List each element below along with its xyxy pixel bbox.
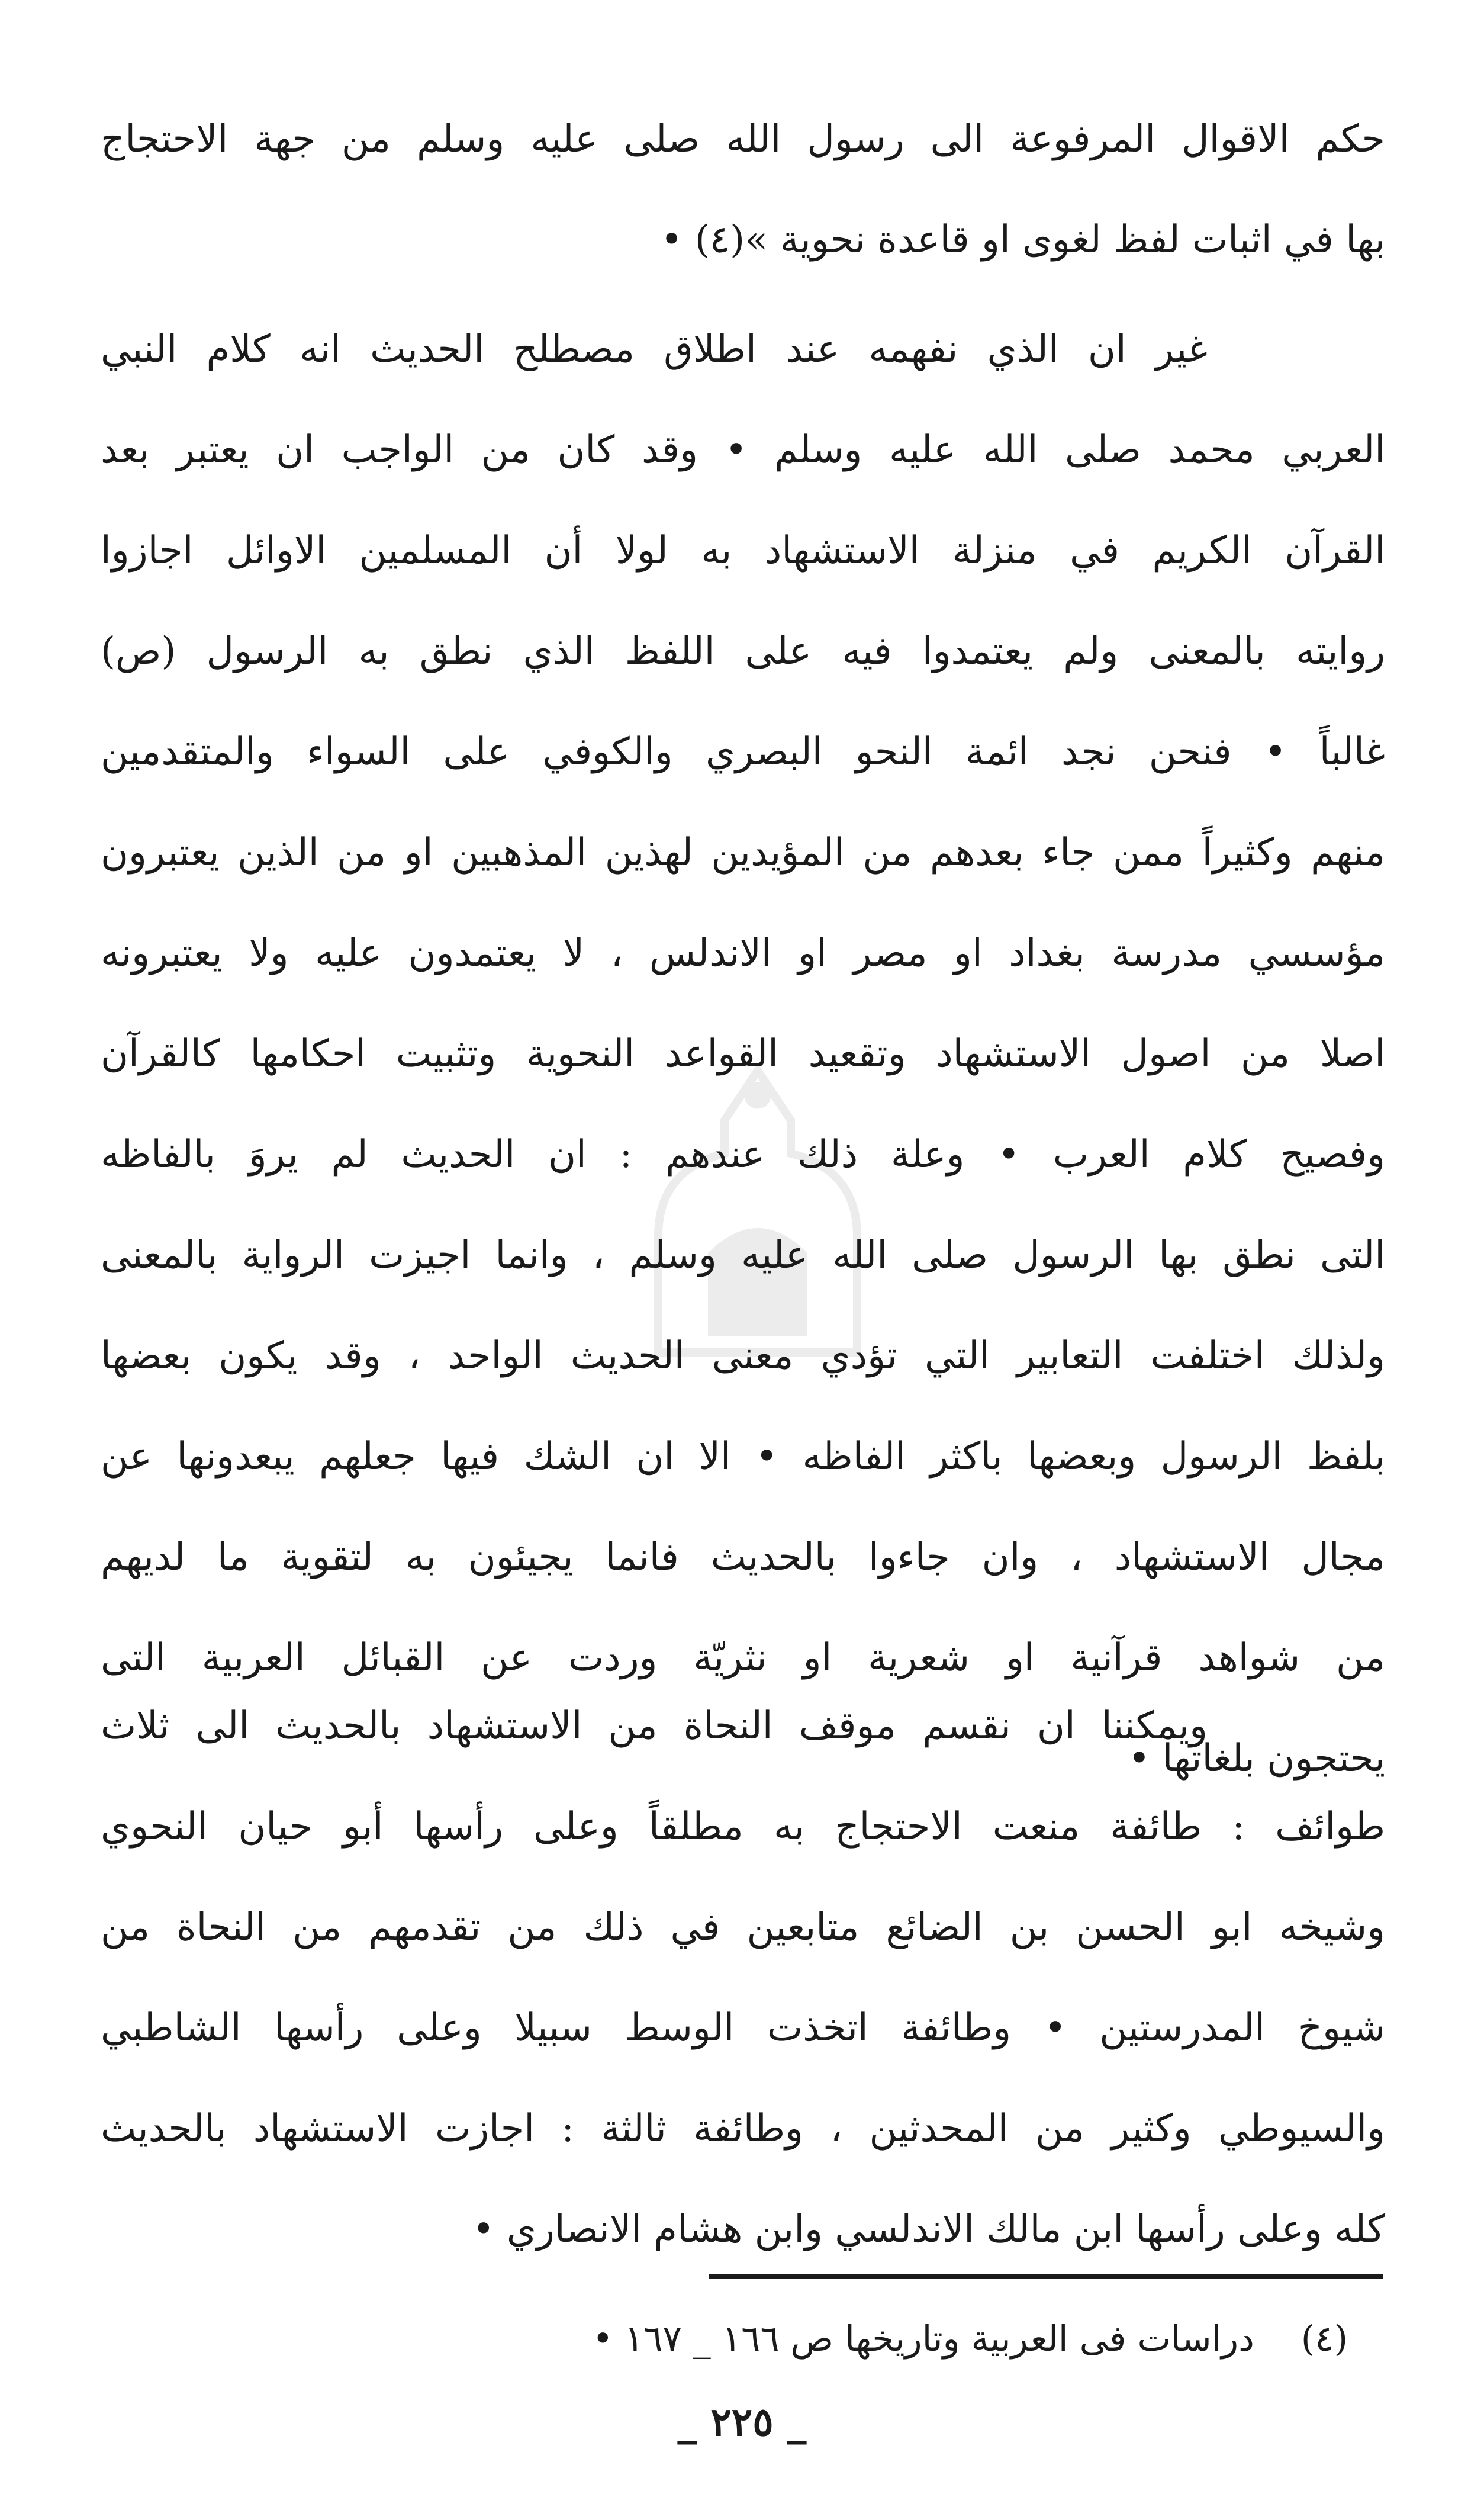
footnote-number: (٤) <box>1300 2318 1348 2360</box>
paragraph-1 <box>101 89 1385 290</box>
text-line: بلفظ الرسول وبعضها باكثر الفاظه • الا ان الشك فيها جعلهم يبعدونها عن <box>101 1435 1385 1479</box>
text-line: القرآن الكريم في منزلة الاستشهاد به لولا أن المسلمين الاوائل اجازوا <box>101 529 1385 573</box>
text-line: شيوخ المدرستين • وطائفة اتخذت الوسط سبيلا وعلى رأسها الشاطبي <box>101 2006 1385 2050</box>
footnote <box>593 2306 1348 2371</box>
text-line: ويمكننا ان نقسم موقف النحاة من الاستشهاد بالحديث الى ثلاث <box>101 1704 1208 1748</box>
text-line: من شواهد قرآنية او شعرية او نثريّة وردت عن القبائل العربية التى <box>101 1636 1385 1680</box>
paragraph-2 <box>101 299 1385 1809</box>
text-line: روايته بالمعنى ولم يعتمدوا فيه على اللفظ الذي نطق به الرسول (ص) <box>101 629 1385 673</box>
text-line: حكم الاقوال المرفوعة الى رسول الله صلى عليه وسلم من جهة الاحتجاج <box>101 117 1385 161</box>
footnote-divider <box>709 2274 1383 2279</box>
text-line: يحتجون بلغاتها • <box>1128 1737 1385 1781</box>
text-line: وشيخه ابو الحسن بن الضائع متابعين في ذلك من تقدمهم من النحاة من <box>101 1905 1385 1949</box>
footnote-text: دراسات فى العربية وتاريخها ص ١٦٦ _ ١٦٧ • <box>592 2318 1254 2360</box>
text-line: العربي محمد صلى الله عليه وسلم • وقد كان من الواجب ان يعتبر بعد <box>101 428 1385 472</box>
text-line: ولذلك اختلفت التعابير التي تؤدي معنى الحديث الواحد ، وقد يكون بعضها <box>101 1334 1385 1378</box>
text-line: مؤسسي مدرسة بغداد او مصر او الاندلس ، لا يعتمدون عليه ولا يعتبرونه <box>101 931 1385 975</box>
text-line: وفصيح كلام العرب • وعلة ذلك عندهم : ان الحديث لم يروَ بالفاظه <box>101 1133 1385 1177</box>
text-line: مجال الاستشهاد ، وان جاءوا بالحديث فانما يجيئون به لتقوية ما لديهم <box>101 1535 1385 1579</box>
text-line: والسيوطي وكثير من المحدثين ، وطائفة ثالثة : اجازت الاستشهاد بالحديث <box>101 2107 1385 2151</box>
text-line: بها في اثبات لفظ لغوى او قاعدة نحوية »(٤) • <box>660 218 1385 262</box>
paragraph-3 <box>101 1676 1385 2280</box>
text-line: التى نطق بها الرسول صلى الله عليه وسلم ، وانما اجيزت الرواية بالمعنى <box>101 1233 1385 1277</box>
text-line: غالباً • فنحن نجد ائمة النحو البصري والكوفي على السواء والمتقدمين <box>101 730 1385 774</box>
text-line: كله وعلى رأسها ابن مالك الاندلسي وابن هشام الانصاري • <box>472 2207 1385 2251</box>
text-line: منهم وكثيراً ممن جاء بعدهم من المؤيدين لهذين المذهبين او من الذين يعتبرون <box>101 831 1385 875</box>
page-number: _ ٢٢٥ _ <box>677 2399 807 2445</box>
text-line: طوائف : طائفة منعت الاحتجاج به مطلقاً وعلى رأسها أبو حيان النحوي <box>101 1805 1385 1849</box>
text-line: اصلا من اصول الاستشهاد وتقعيد القواعد النحوية وتثبيت احكامها كالقرآن <box>101 1032 1385 1076</box>
text-line: غير ان الذي نفهمه عند اطلاق مصطلح الحديث انه كلام النبي <box>101 327 1208 371</box>
